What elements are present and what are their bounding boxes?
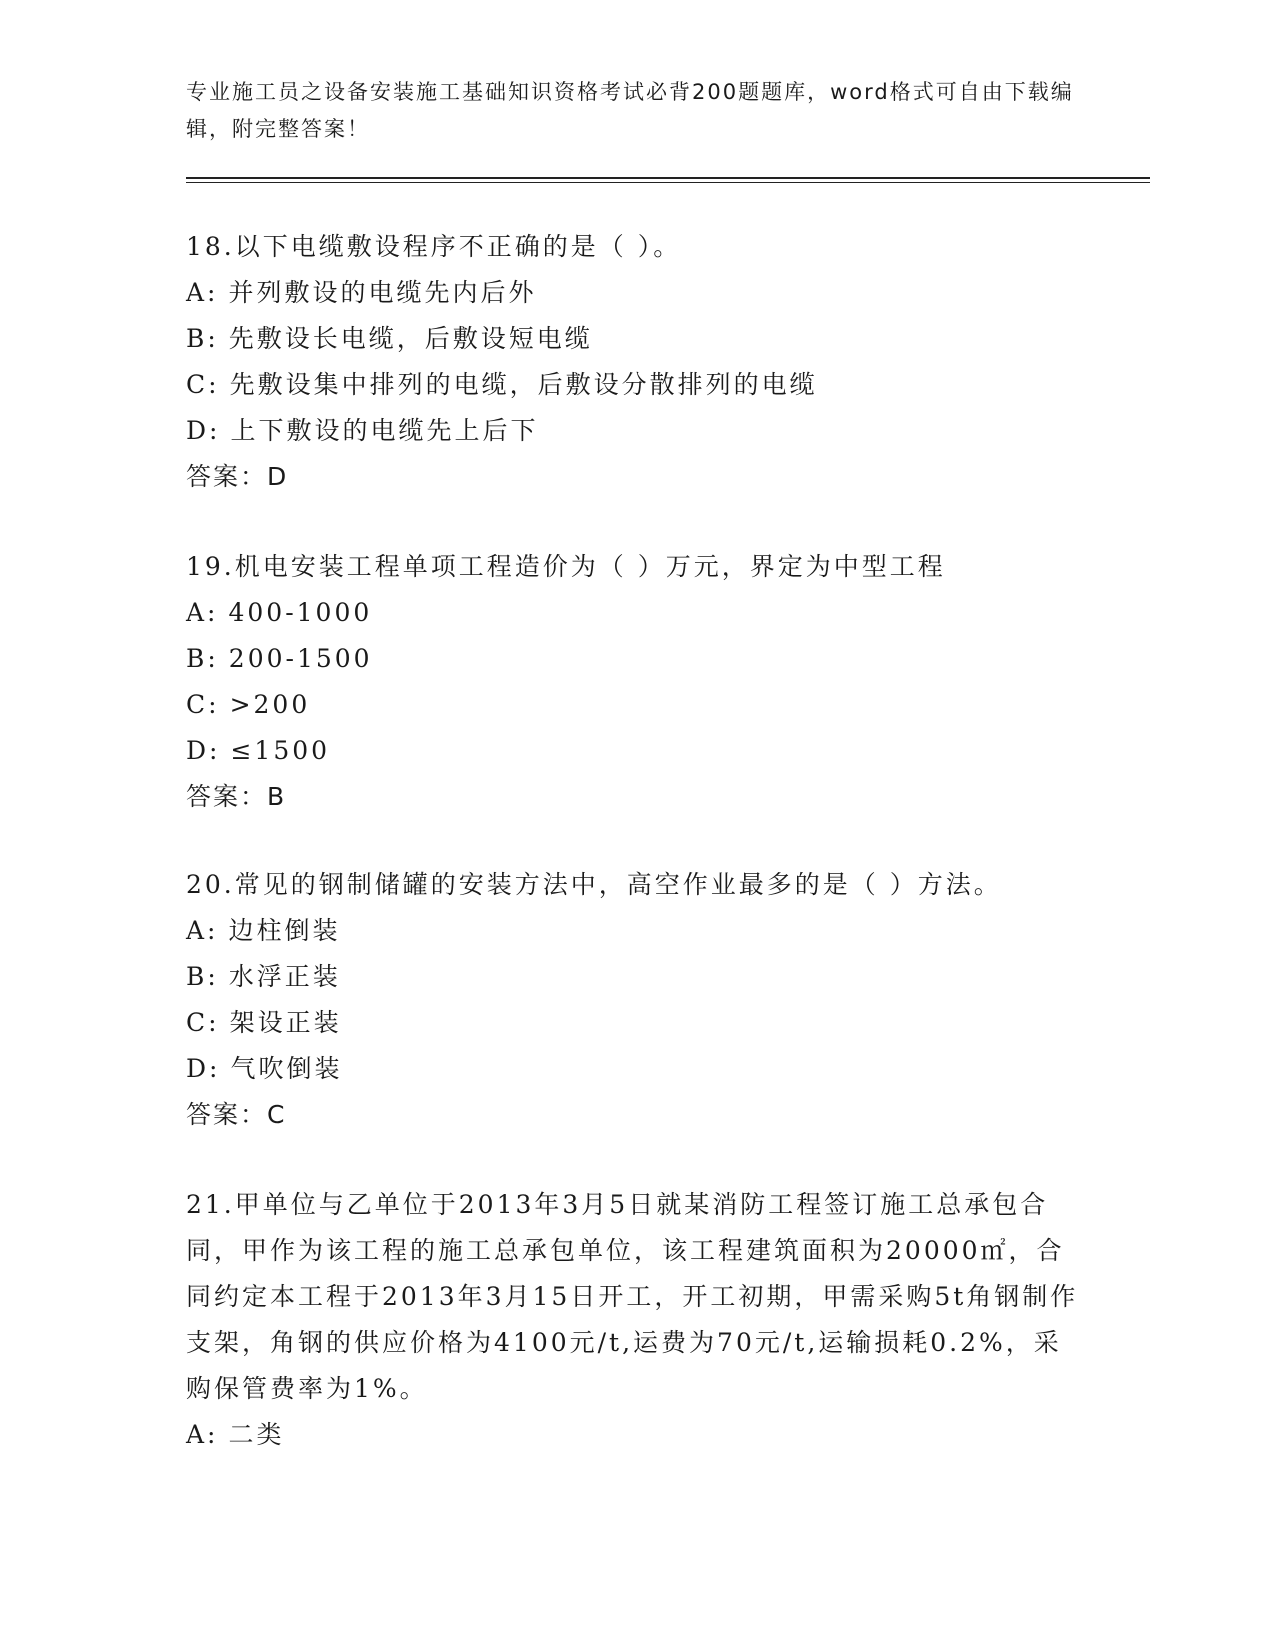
option-c xyxy=(186,1000,1086,1046)
option-text: 边柱倒装 xyxy=(228,916,341,945)
option-label: A: xyxy=(186,916,219,945)
option-text: 先敷设长电缆，后敷设短电缆 xyxy=(228,324,593,353)
option-text: 上下敷设的电缆先上后下 xyxy=(230,416,539,445)
option-text: 水浮正装 xyxy=(228,962,341,991)
option-b xyxy=(186,954,1086,1000)
option-text: 先敷设集中排列的电缆，后敷设分散排列的电缆 xyxy=(229,370,818,399)
option-text: 200-1500 xyxy=(228,644,373,673)
option-text: 400-1000 xyxy=(228,598,373,627)
question-18 xyxy=(186,224,1086,500)
option-d xyxy=(186,728,1086,774)
question-stem: 18.以下电缆敷设程序不正确的是（ ）。 xyxy=(186,232,682,261)
question-stem: 21.甲单位与乙单位于2013年3月5日就某消防工程签订施工总承包合同，甲作为该工程的施工总承包单位，该工程建筑面积为20000㎡，合同约定本工程于2013年3月15日开工，开工初期，甲需采购5t角钢制作支架，角钢的供应价格为4100元/t,运费为70元/t,运输损耗0.2%，采购保管费率为1%。 xyxy=(186,1190,1079,1403)
option-b xyxy=(186,316,1086,362)
option-label: B: xyxy=(186,962,219,991)
answer-text: 答案：B xyxy=(186,782,287,811)
option-label: C: xyxy=(186,1008,220,1037)
document-header: 专业施工员之设备安装施工基础知识资格考试必背200题题库，word格式可自由下载编辑，附完整答案！ xyxy=(186,80,1074,141)
header-divider-thick xyxy=(186,177,1150,179)
option-label: D: xyxy=(186,1054,221,1083)
option-label: B: xyxy=(186,324,219,353)
option-a xyxy=(186,270,1086,316)
option-b xyxy=(186,636,1086,682)
option-a xyxy=(186,1412,1086,1458)
option-label: C: xyxy=(186,370,220,399)
answer-text: 答案：D xyxy=(186,462,289,491)
option-label: D: xyxy=(186,416,221,445)
question-stem: 20.常见的钢制储罐的安装方法中，高空作业最多的是（ ）方法。 xyxy=(186,870,1002,899)
answer-text: 答案：C xyxy=(186,1100,287,1129)
question-21 xyxy=(186,1182,1086,1458)
option-d xyxy=(186,1046,1086,1092)
option-a xyxy=(186,908,1086,954)
option-c xyxy=(186,682,1086,728)
option-label: A: xyxy=(186,598,219,627)
option-text: 架设正装 xyxy=(229,1008,342,1037)
option-label: A: xyxy=(186,278,219,307)
question-stem: 19.机电安装工程单项工程造价为（ ）万元，界定为中型工程 xyxy=(186,552,946,581)
option-d xyxy=(186,408,1086,454)
option-text: 二类 xyxy=(228,1420,285,1449)
option-text: 气吹倒装 xyxy=(230,1054,343,1083)
option-text: 并列敷设的电缆先内后外 xyxy=(228,278,537,307)
option-a xyxy=(186,590,1086,636)
option-label: B: xyxy=(186,644,219,673)
option-text: ≤1500 xyxy=(230,736,331,765)
option-label: C: xyxy=(186,690,220,719)
question-20 xyxy=(186,862,1086,1138)
question-19 xyxy=(186,544,1086,820)
option-label: A: xyxy=(186,1420,219,1449)
option-c xyxy=(186,362,1086,408)
option-label: D: xyxy=(186,736,221,765)
option-text: >200 xyxy=(229,690,311,719)
header-divider-thin xyxy=(186,182,1150,183)
